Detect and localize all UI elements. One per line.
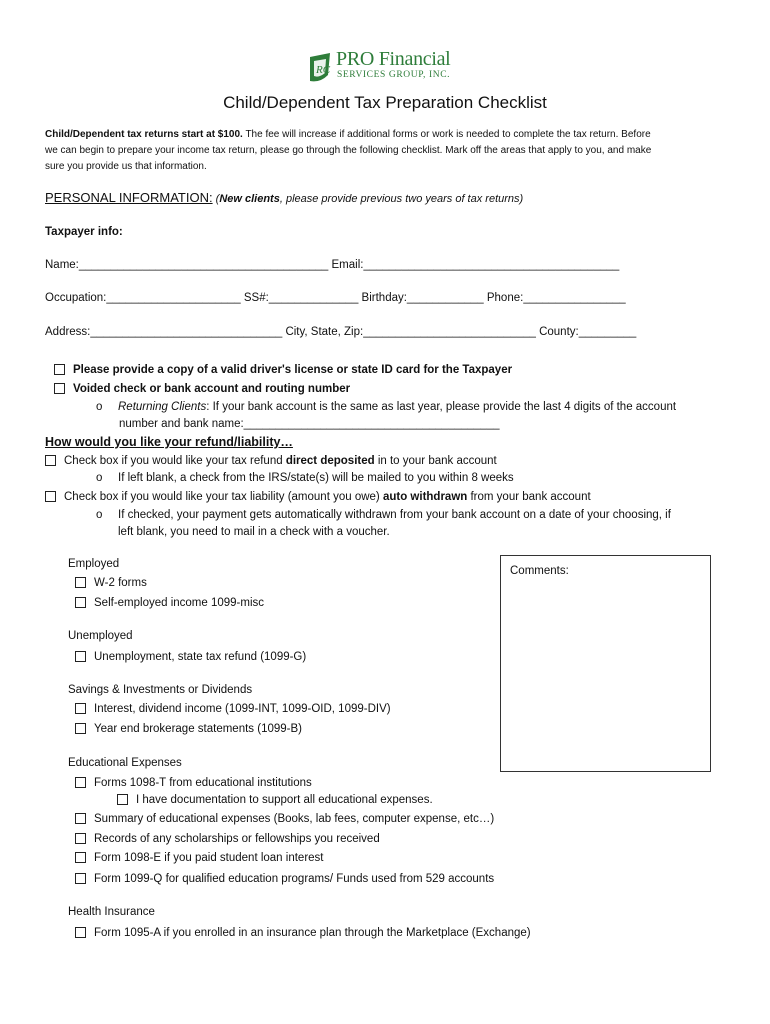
checkbox[interactable] — [75, 873, 86, 884]
education-item-label: Form 1099-Q for qualified education programs/ Funds used from 529 accounts — [94, 873, 495, 885]
unemployed-item — [75, 651, 306, 663]
intro-line-1-rest: The fee will increase if additional forms or work is needed to complete the tax return. Before — [242, 129, 651, 140]
id-docs-item-1-label: Please provide a copy of a valid driver's license or state ID card for the Taxpayer — [73, 364, 513, 376]
savings-label: Savings & Investments or Dividends — [68, 684, 253, 696]
education-item — [75, 813, 494, 825]
checkbox[interactable] — [75, 723, 86, 734]
intro-bold: Child/Dependent tax returns start at $100. — [45, 129, 243, 140]
personal-note-rest: , please provide previous two years of tax returns) — [279, 193, 524, 205]
id-docs-item-2 — [54, 383, 350, 395]
intro-line-3: sure you provide us that information. — [45, 161, 207, 172]
checkbox[interactable] — [75, 651, 86, 662]
unemployed-label: Unemployed — [68, 630, 133, 642]
returning-clients-note — [96, 401, 676, 413]
comments-box[interactable] — [500, 555, 711, 772]
checkbox[interactable] — [54, 364, 65, 375]
id-docs-item-2-label: Voided check or bank account and routing number — [73, 383, 351, 395]
logo-name: PRO Financial — [336, 48, 451, 70]
health-item — [75, 927, 531, 939]
education-item — [75, 873, 494, 885]
auto-withdraw-bold: auto withdrawn — [382, 491, 468, 503]
direct-deposit-sub-text: If left blank, a check from the IRS/state(s) will be mailed to you within 8 weeks — [118, 472, 514, 484]
checkbox[interactable] — [75, 577, 86, 588]
personal-note-bold: New clients — [219, 193, 280, 205]
education-label: Educational Expenses — [68, 757, 182, 769]
checkbox[interactable] — [75, 927, 86, 938]
checkbox[interactable] — [75, 597, 86, 608]
health-item-label: Form 1095-A if you enrolled in an insurance plan through the Marketplace (Exchange) — [94, 927, 531, 939]
auto-withdraw-sub-1 — [96, 509, 671, 521]
education-item-label: Form 1098-E if you paid student loan interest — [94, 852, 324, 864]
education-item — [75, 777, 312, 789]
personal-info-heading — [45, 190, 523, 205]
checkbox[interactable] — [45, 491, 56, 502]
direct-deposit-option — [45, 455, 497, 467]
auto-withdraw-pre: Check box if you would like your tax liability (amount you owe) — [64, 491, 383, 503]
direct-deposit-post: in to your bank account — [374, 455, 497, 467]
checkbox[interactable] — [45, 455, 56, 466]
savings-item — [75, 723, 302, 735]
direct-deposit-bold: direct deposited — [285, 455, 375, 467]
savings-item — [75, 703, 391, 715]
bullet: o — [96, 472, 103, 484]
auto-withdraw-sub-text: If checked, your payment gets automatically withdrawn from your bank account on a date of your choosing, if — [118, 509, 671, 521]
intro-line-2: we can begin to prepare your income tax return, please go through the following checklist. Mark off the areas that apply to you, and make — [45, 145, 652, 156]
checkbox[interactable] — [75, 852, 86, 863]
svg-text:RC: RC — [316, 64, 331, 76]
returning-clients-label: Returning Clients — [118, 401, 207, 413]
address-fields[interactable]: Address:______________________________ City, State, Zip:___________________________ County:_________ — [45, 326, 637, 338]
refund-heading: How would you like your refund/liability… — [45, 435, 293, 449]
checkbox[interactable] — [75, 777, 86, 788]
checkbox[interactable] — [75, 833, 86, 844]
bullet: o — [96, 509, 103, 521]
education-sub-item — [117, 794, 433, 806]
education-item — [75, 852, 324, 864]
education-item-label: Records of any scholarships or fellowships you received — [94, 833, 380, 845]
unemployed-item-label: Unemployment, state tax refund (1099-G) — [94, 651, 307, 663]
auto-withdraw-option — [45, 491, 591, 503]
logo-subtitle: SERVICES GROUP, INC. — [337, 70, 451, 80]
auto-withdraw-post: from your bank account — [467, 491, 591, 503]
personal-note-open: ( — [212, 193, 220, 205]
returning-clients-text: : If your bank account is the same as last year, please provide the last 4 digits of the account — [206, 401, 677, 413]
checkbox[interactable] — [75, 813, 86, 824]
employed-item — [75, 597, 264, 609]
savings-item-label: Year end brokerage statements (1099-B) — [94, 723, 302, 735]
checkbox[interactable] — [54, 383, 65, 394]
health-label: Health Insurance — [68, 906, 155, 918]
intro-line-1 — [45, 129, 651, 140]
occupation-fields[interactable]: Occupation:_____________________ SS#:______________ Birthday:____________ Phone:________________ — [45, 292, 626, 304]
name-email-fields[interactable]: Name:_______________________________________ Email:________________________________________ — [45, 259, 620, 271]
education-sub-item-label: I have documentation to support all educational expenses. — [136, 794, 433, 806]
personal-heading-text: PERSONAL INFORMATION: — [45, 190, 213, 205]
page-title: Child/Dependent Tax Preparation Checklist — [223, 93, 547, 112]
checkbox[interactable] — [117, 794, 128, 805]
auto-withdraw-sub-2: left blank, you need to mail in a check with a voucher. — [118, 526, 390, 538]
savings-item-label: Interest, dividend income (1099-INT, 1099-OID, 1099-DIV) — [94, 703, 391, 715]
employed-item — [75, 577, 147, 589]
education-item-label: Summary of educational expenses (Books, lab fees, computer expense, etc…) — [94, 813, 495, 825]
taxpayer-info-label: Taxpayer info: — [45, 226, 123, 238]
employed-item-label: Self-employed income 1099-misc — [94, 597, 265, 609]
comments-label: Comments: — [510, 565, 569, 577]
id-docs-item-1 — [54, 364, 512, 376]
employed-item-label: W-2 forms — [94, 577, 147, 589]
checkbox[interactable] — [75, 703, 86, 714]
education-item — [75, 833, 380, 845]
direct-deposit-pre: Check box if you would like your tax refund — [64, 455, 286, 467]
bank-name-field[interactable]: number and bank name:________________________________________ — [119, 418, 500, 430]
bullet: o — [96, 401, 103, 413]
logo-emblem-icon — [306, 51, 340, 85]
direct-deposit-sub — [96, 472, 514, 484]
education-item-label: Forms 1098-T from educational institutions — [94, 777, 312, 789]
company-logo — [306, 50, 476, 86]
employed-label: Employed — [68, 558, 120, 570]
